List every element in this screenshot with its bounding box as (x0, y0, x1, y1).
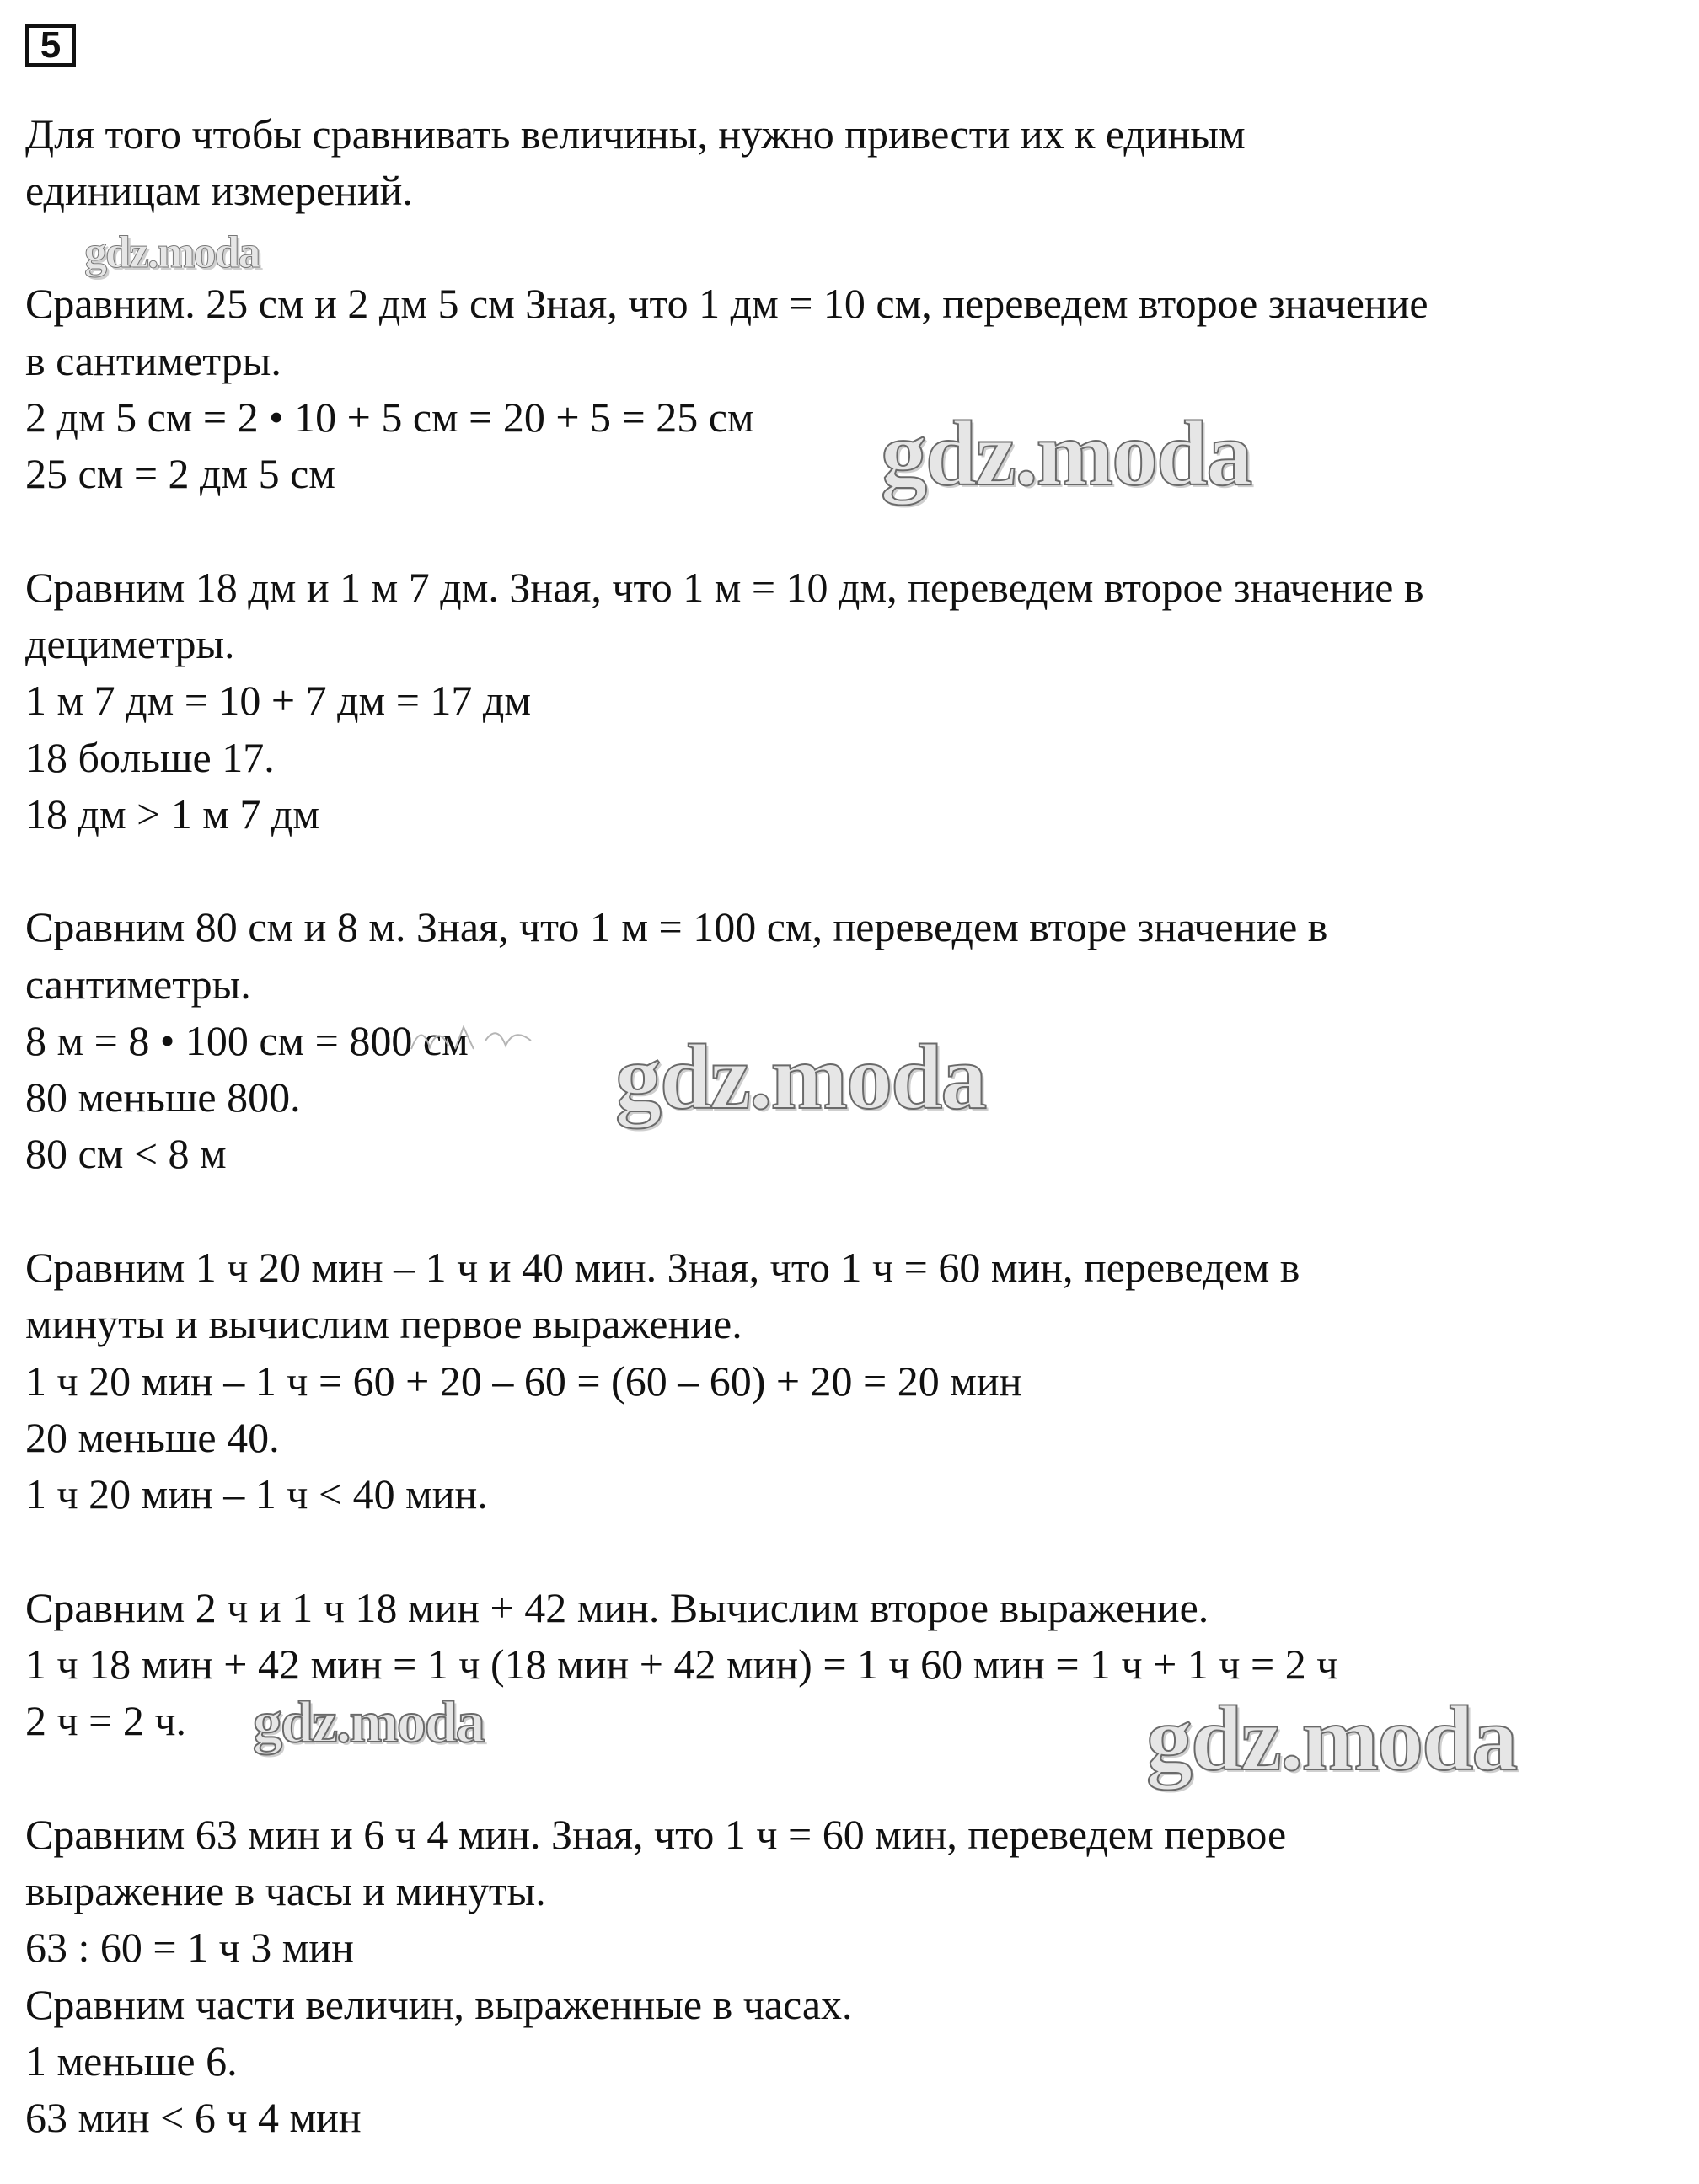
watermark: gdz.moda (881, 402, 1251, 505)
comparison-6-line-4: Сравним части величин, выраженные в часах. (25, 1981, 853, 2028)
comparison-3-line-1: Сравним 80 см и 8 м. Зная, что 1 м = 100 см, переведем вторе значение в (25, 903, 1328, 950)
comparison-2-line-1: Сравним 18 дм и 1 м 7 дм. Зная, что 1 м = 10 дм, переведем второе значение в (25, 564, 1424, 611)
watermark: gdz.moda (84, 227, 260, 277)
intro-line-1: Для того чтобы сравнивать величины, нужно привести их к единым (25, 110, 1246, 158)
comparison-4-line-3: 1 ч 20 мин – 1 ч = 60 + 20 – 60 = (60 – 60) + 20 = 20 мин (25, 1357, 1022, 1405)
watermark: gdz.moda (615, 1025, 986, 1128)
comparison-2-line-3: 1 м 7 дм = 10 + 7 дм = 17 дм (25, 677, 531, 724)
comparison-6-line-5: 1 меньше 6. (25, 2037, 238, 2085)
comparison-6-line-2: выражение в часы и минуты. (25, 1867, 546, 1914)
comparison-1-line-3: 2 дм 5 см = 2 • 10 + 5 см = 20 + 5 = 25 см (25, 393, 754, 441)
comparison-3-line-4: 80 меньше 800. (25, 1073, 301, 1121)
comparison-6-line-1: Сравним 63 мин и 6 ч 4 мин. Зная, что 1 ч = 60 мин, переведем первое (25, 1811, 1287, 1858)
comparison-2-line-5: 18 дм > 1 м 7 дм (25, 790, 319, 838)
comparison-1-line-4: 25 см = 2 дм 5 см (25, 450, 335, 497)
comparison-2-line-4: 18 больше 17. (25, 734, 275, 781)
comparison-4-line-1: Сравним 1 ч 20 мин – 1 ч и 40 мин. Зная, что 1 ч = 60 мин, переведем в (25, 1244, 1300, 1291)
handwritten-scribble (405, 1015, 556, 1066)
comparison-1-line-2: в сантиметры. (25, 337, 281, 384)
comparison-3-line-5: 80 см < 8 м (25, 1130, 227, 1177)
comparison-3-line-2: сантиметры. (25, 961, 251, 1008)
comparison-5-line-1: Сравним 2 ч и 1 ч 18 мин + 42 мин. Вычислим второе выражение. (25, 1584, 1209, 1631)
intro-line-2: единицам измерений. (25, 167, 413, 214)
comparison-5-line-3: 2 ч = 2 ч. (25, 1697, 186, 1744)
comparison-1-line-1: Сравним. 25 см и 2 дм 5 см Зная, что 1 дм = 10 см, переведем второе значение (25, 280, 1428, 327)
task-number: 5 (25, 24, 76, 67)
comparison-6-line-3: 63 : 60 = 1 ч 3 мин (25, 1924, 354, 1971)
comparison-4-line-4: 20 меньше 40. (25, 1414, 280, 1461)
comparison-3-line-3: 8 м = 8 • 100 см = 800 см (25, 1017, 469, 1064)
watermark: gdz.moda (1146, 1687, 1517, 1790)
comparison-4-line-2: минуты и вычислим первое выражение. (25, 1300, 742, 1347)
watermark: gdz.moda (253, 1690, 484, 1755)
comparison-4-line-5: 1 ч 20 мин – 1 ч < 40 мин. (25, 1470, 488, 1518)
comparison-2-line-2: дециметры. (25, 620, 235, 667)
comparison-5-line-2: 1 ч 18 мин + 42 мин = 1 ч (18 мин + 42 мин) = 1 ч 60 мин = 1 ч + 1 ч = 2 ч (25, 1641, 1338, 1688)
comparison-6-line-6: 63 мин < 6 ч 4 мин (25, 2094, 362, 2141)
